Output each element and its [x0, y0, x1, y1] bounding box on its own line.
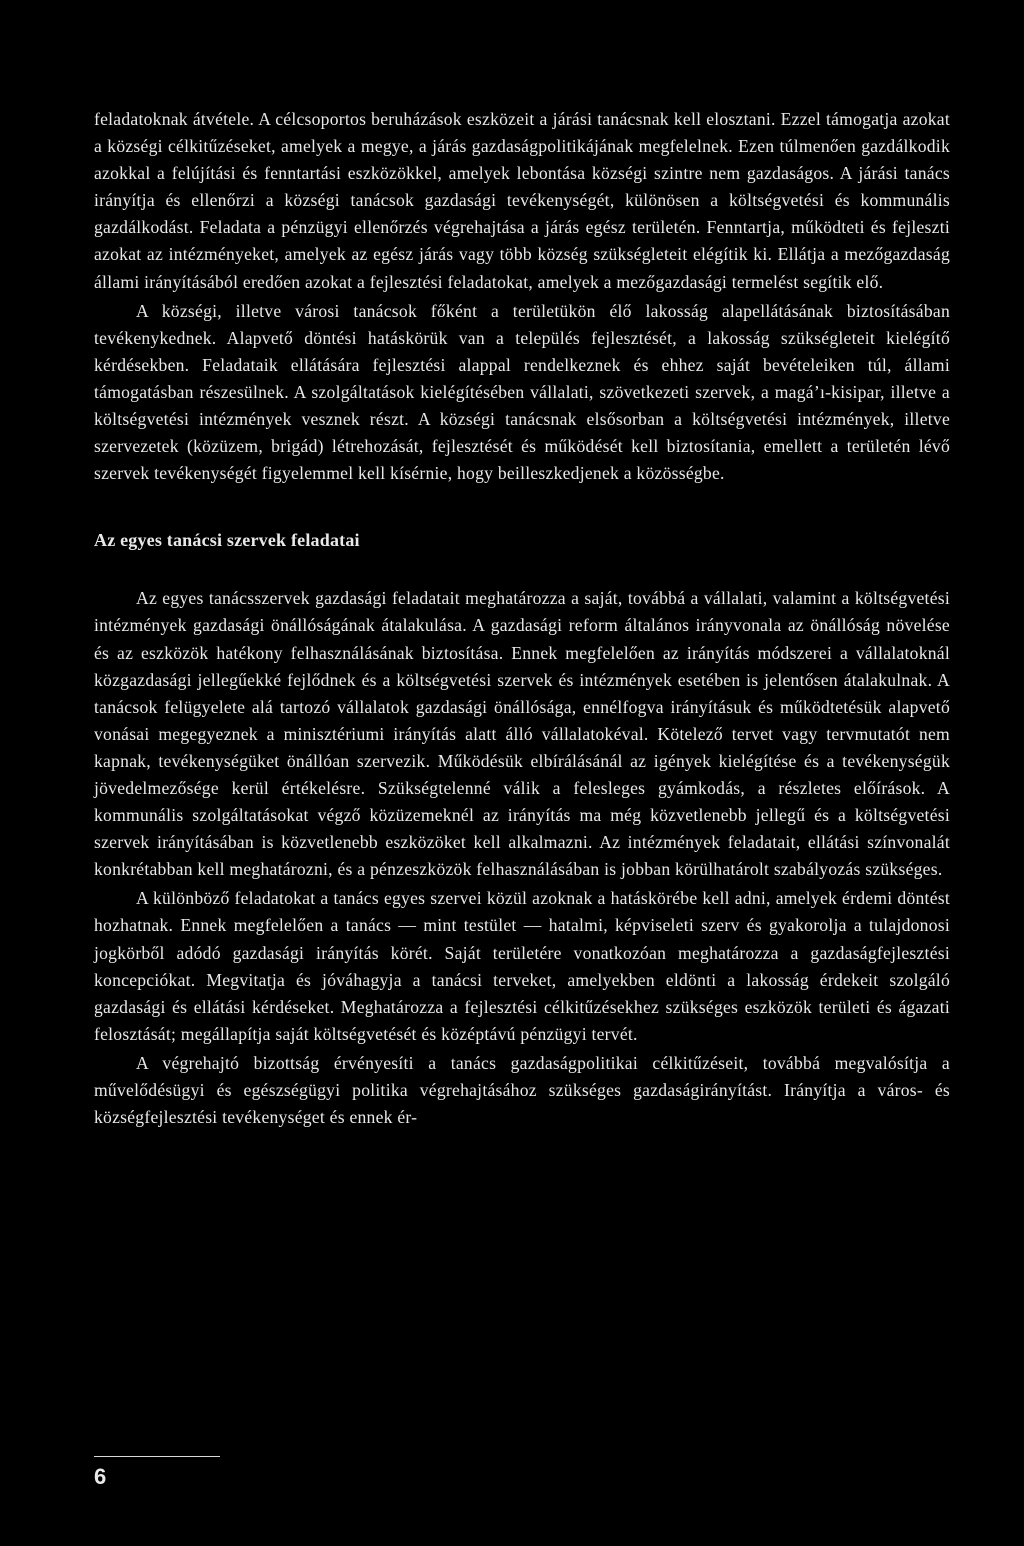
- section-heading: Az egyes tanácsi szervek feladatai: [94, 530, 360, 551]
- body-paragraph-2: A községi, illetve városi tanácsok főként a területükön élő lakosság alapellátásának biztosításában tevékenykednek. Alapvető döntési hatáskörük van a település fejlesztését, a lakosság szükségleteit kielégítő kérdésekben. Feladataik ellátására fejlesztési alappal rendelkeznek és ehhez saját bevételeiken túl, állami támogatásban részesülnek. A szolgáltatások kielégítésében vállalati, szövetkezeti szervek, a magá’ı-kisipar, illetve a költségvetési intézmények vesznek részt. A községi tanácsnak elsősorban a költségvetési intézmények, illetve szervezetek (közüzem, brigád) létrehozását, fejlesztését és működését kell biztosítania, emellett a területén lévő szervek tevékenységét figyelemmel kell kísérnie, hogy beilleszkedjenek a közösségbe.: [94, 300, 950, 484]
- document-page: [94, 106, 950, 1131]
- body-paragraph-1: feladatoknak átvétele. A célcsoportos beruházások eszközeit a járási tanácsnak kell elosztani. Ezzel támogatja azokat a községi célkitűzéseket, amelyek a megye, a járás gazdaságpolitikájának megfelelnek. Ezen túlmenően gazdálkodik azokkal a felújítási és fenntartási eszközökkel, amelyek lebontása községi szintre nem gazdaságos. A járási tanács irányítja és ellenőrzi a községi tanácsok gazdasági tevékenységét, különösen a költségvetési és kommunális gazdálkodást. Feladata a pénzügyi ellenőrzés végrehajtása a járás egész területén. Fenntartja, működteti és fejleszti azokat az intézményeket, amelyek az egész járás vagy több község szükségleteit elégítik ki. Ellátja a mezőgazdaság állami irányításából eredően azokat a fejlesztési feladatokat, amelyek a mezőgazdasági termelést segítik elő.: [94, 109, 950, 292]
- page-number: 6: [94, 1464, 107, 1489]
- body-paragraph-3: Az egyes tanácsszervek gazdasági feladatait meghatározza a saját, továbbá a vállalati, valamint a költségvetési intézmények gazdasági önállóságának átalakulása. A gazdasági reform általános irányvonala az önállóság növelése és az eszközök hatékony felhasználásának biztosítása. Ennek megfelelően az irányítás módszerei a vállalatoknál közgazdasági jellegűekké fejlődnek és a költségvetési szervek és intézmények esetében is jelentősen átalakulnak. A tanácsok felügyelete alá tartozó vállalatok gazdasági önállósága, ennélfogva irányításuk és működtetésük alapvető vonásai megegyeznek a minisztériumi irányítás alatt álló vállalatokéval. Kötelező tervet vagy tervmutatót nem kapnak, tevékenységüket önállóan szervezik. Működésük elbírálásánál az igények kielégítése és a tevékenységük jövedelmezősége kerül értékelésre. Szükségtelenné válik a felesleges gyámkodás, a részletes előírások. A kommunális szolgáltatásokat végző közüzemeknél az irányítás ma még közvetlenebb jellegű és a költségvetési szervek irányításában is közvetlenebb eszközöket kell alkalmazni. Az intézmények feladatait, ellátási színvonalát konkrétabban kell meghatározni, és a pénzeszközök felhasználásában is jobban körülhatárolt szabályozás szükséges.: [94, 588, 950, 880]
- body-paragraph-4: A különböző feladatokat a tanács egyes szervei közül azoknak a hatáskörébe kell adni, amelyek érdemi döntést hozhatnak. Ennek megfelelően a tanács — mint testület — hatalmi, képviseleti szerv és gyakorolja a tulajdonosi jogkörből adódó gazdasági irányítás körét. Saját területére vonatkozóan meghatározza a gazdaságfejlesztési koncepciókat. Megvitatja és jóváhagyja a tanácsi terveket, amelyekben eldönti a lakosság érdekeit szolgáló gazdasági és ellátási kérdéseket. Meghatározza a fejlesztési célkitűzésekhez szükséges eszközök területi és ágazati felosztását; megállapítja saját költségvetését és középtávú pénzügyi tervét.: [94, 888, 950, 1044]
- footnote-divider: [94, 1456, 220, 1457]
- body-paragraph-5: A végrehajtó bizottság érvényesíti a tanács gazdaságpolitikai célkitűzéseit, továbbá megvalósítja a művelődésügyi és egészségügyi politika végrehajtásához szükséges gazdaságirányítást. Irányítja a város- és községfejlesztési tevékenységet és ennek ér-: [94, 1052, 950, 1128]
